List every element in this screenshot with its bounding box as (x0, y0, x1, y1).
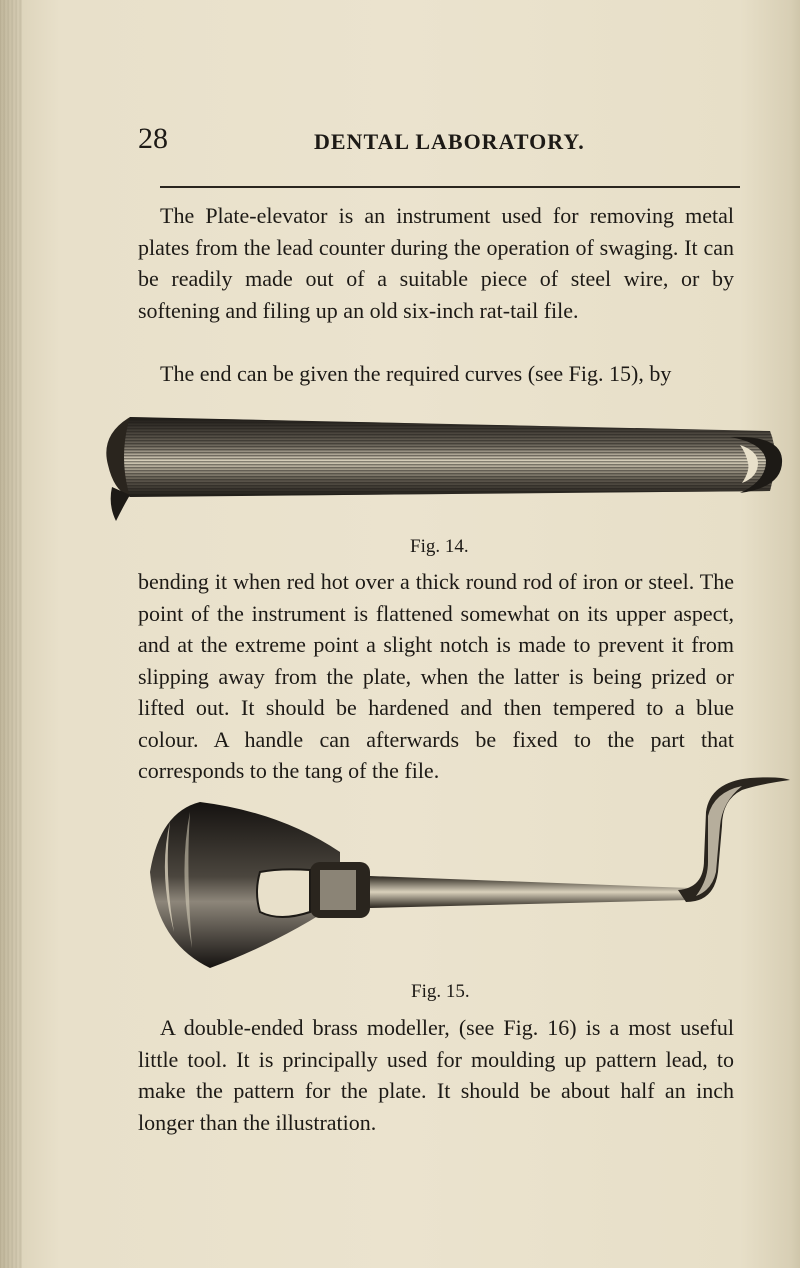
paragraph-brass-modeller: A double-ended brass modeller, (see Fig. 16) is a most useful little tool. It is principally used for moulding up pattern lead, to make the pattern for the plate. It should be about half an inch longer than the illustration. (138, 1015, 734, 1135)
header-rule (160, 186, 740, 188)
figure-14-rat-tail-file-illustration (90, 395, 790, 535)
running-title: DENTAL LABORATORY. (314, 129, 585, 154)
page-gutter-shadow (0, 0, 22, 1268)
figure-14-caption: Fig. 14. (410, 536, 469, 557)
page-number: 28 (138, 122, 168, 155)
paragraph-bending: bending it when red hot over a thick round rod of iron or steel. The point of the instrument is flattened somewhat on its upper aspect, and at the extreme point a slight notch is made to prevent it from slipping away from the plate, when the latter is being prized or lifted out. It should be hardened and then tempered to a blue colour. A handle can afterwards be fixed to the part that corresponds to the tang of the file. (138, 569, 734, 783)
figure-15-caption: Fig. 15. (411, 981, 470, 1002)
figure-15-plate-elevator-illustration (130, 772, 790, 972)
page-header (138, 122, 738, 162)
paragraph-plate-elevator: The Plate-elevator is an instrument used for removing metal plates from the lead counter during the operation of swaging. It can be readily made out of a suitable piece of steel wire, or by softening and filing up an old six-inch rat-tail file. (138, 203, 734, 323)
paragraph-curves-intro: The end can be given the required curves (see Fig. 15), by (160, 361, 672, 386)
